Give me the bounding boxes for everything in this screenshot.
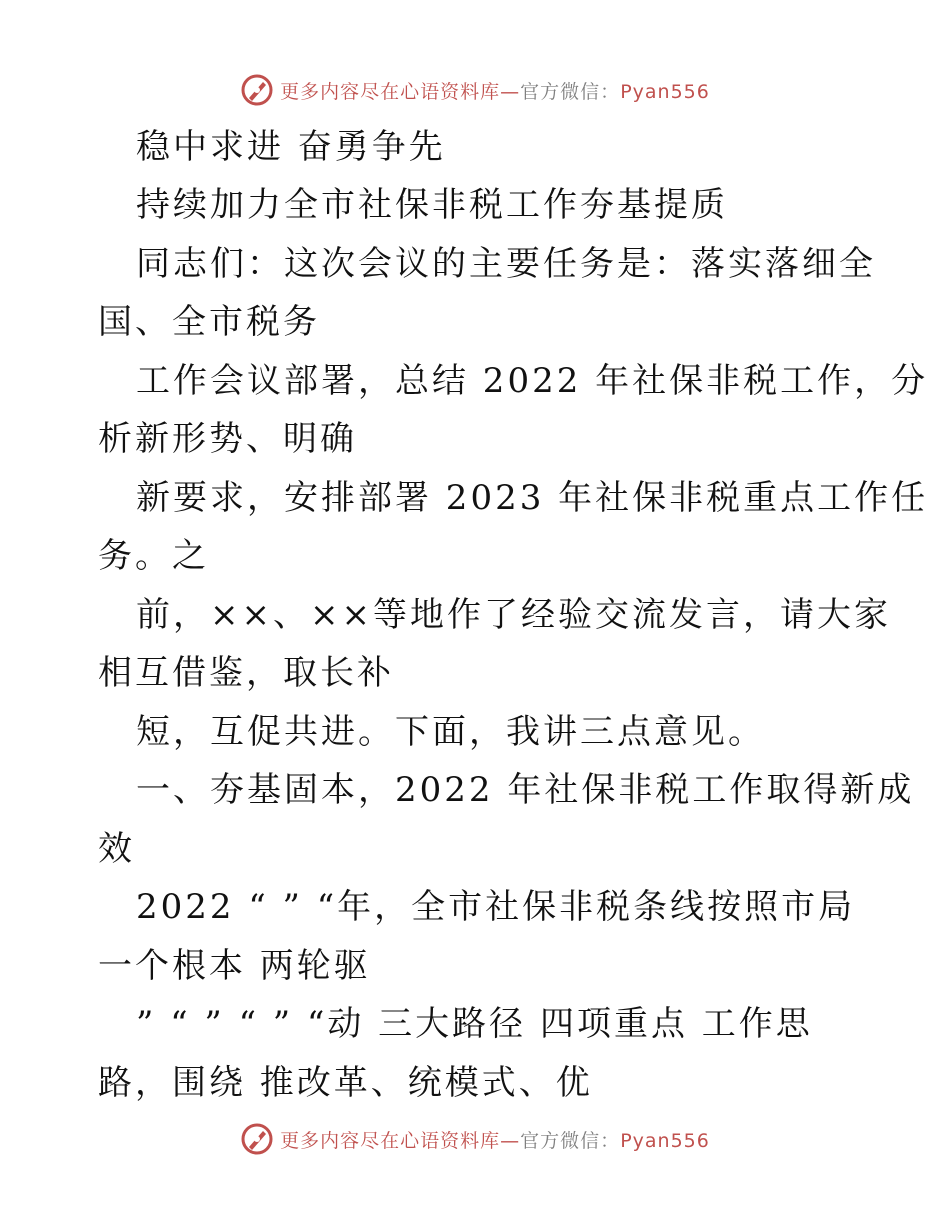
footer-official: 官方微信： xyxy=(520,1129,621,1152)
header-banner xyxy=(0,70,950,110)
pen-logo-icon xyxy=(240,73,274,107)
body-line: 稳中求进 奋勇争先 xyxy=(136,127,446,167)
section-heading: 一、夯基固本，2022 年社保非税工作取得新成 xyxy=(136,770,915,810)
body-line: 短，互促共进。下面，我讲三点意见。 xyxy=(136,712,765,752)
header-text xyxy=(280,77,710,104)
body-line: 析新形势、明确 xyxy=(98,419,357,459)
body-line: 工作会议部署，总结 2022 年社保非税工作，分 xyxy=(136,361,929,401)
footer-site: 更多内容尽在心语资料库 xyxy=(280,1129,501,1152)
header-official: 官方微信： xyxy=(520,80,621,103)
footer-text xyxy=(280,1126,710,1153)
body-line: 持续加力全市社保非税工作夯基提质 xyxy=(136,185,728,225)
body-line: 国、全市税务 xyxy=(98,302,320,342)
header-site: 更多内容尽在心语资料库 xyxy=(280,80,501,103)
body-line: 一个根本 两轮驱 xyxy=(98,946,371,986)
body-line: 前，××、××等地作了经验交流发言，请大家 xyxy=(136,595,891,635)
footer-dash: — xyxy=(500,1129,521,1152)
body-line: ” “ ” “ ” “动 三大路径 四项重点 工作思 xyxy=(136,1004,813,1044)
header-handle: Pyan556 xyxy=(620,80,710,103)
pen-logo-icon xyxy=(240,1122,274,1156)
body-line: 相互借鉴，取长补 xyxy=(98,653,394,693)
footer-banner xyxy=(0,1119,950,1159)
section-heading: 效 xyxy=(98,829,135,869)
body-line: 同志们：这次会议的主要任务是：落实落细全 xyxy=(136,244,876,284)
body-line: 务。之 xyxy=(98,536,209,576)
body-line: 路，围绕 推改革、统模式、优 xyxy=(98,1063,593,1103)
body-line: 2022 “ ” “年，全市社保非税条线按照市局 xyxy=(136,887,856,927)
header-dash: — xyxy=(500,80,521,103)
body-line: 新要求，安排部署 2023 年社保非税重点工作任 xyxy=(136,478,929,518)
footer-handle: Pyan556 xyxy=(620,1129,710,1152)
